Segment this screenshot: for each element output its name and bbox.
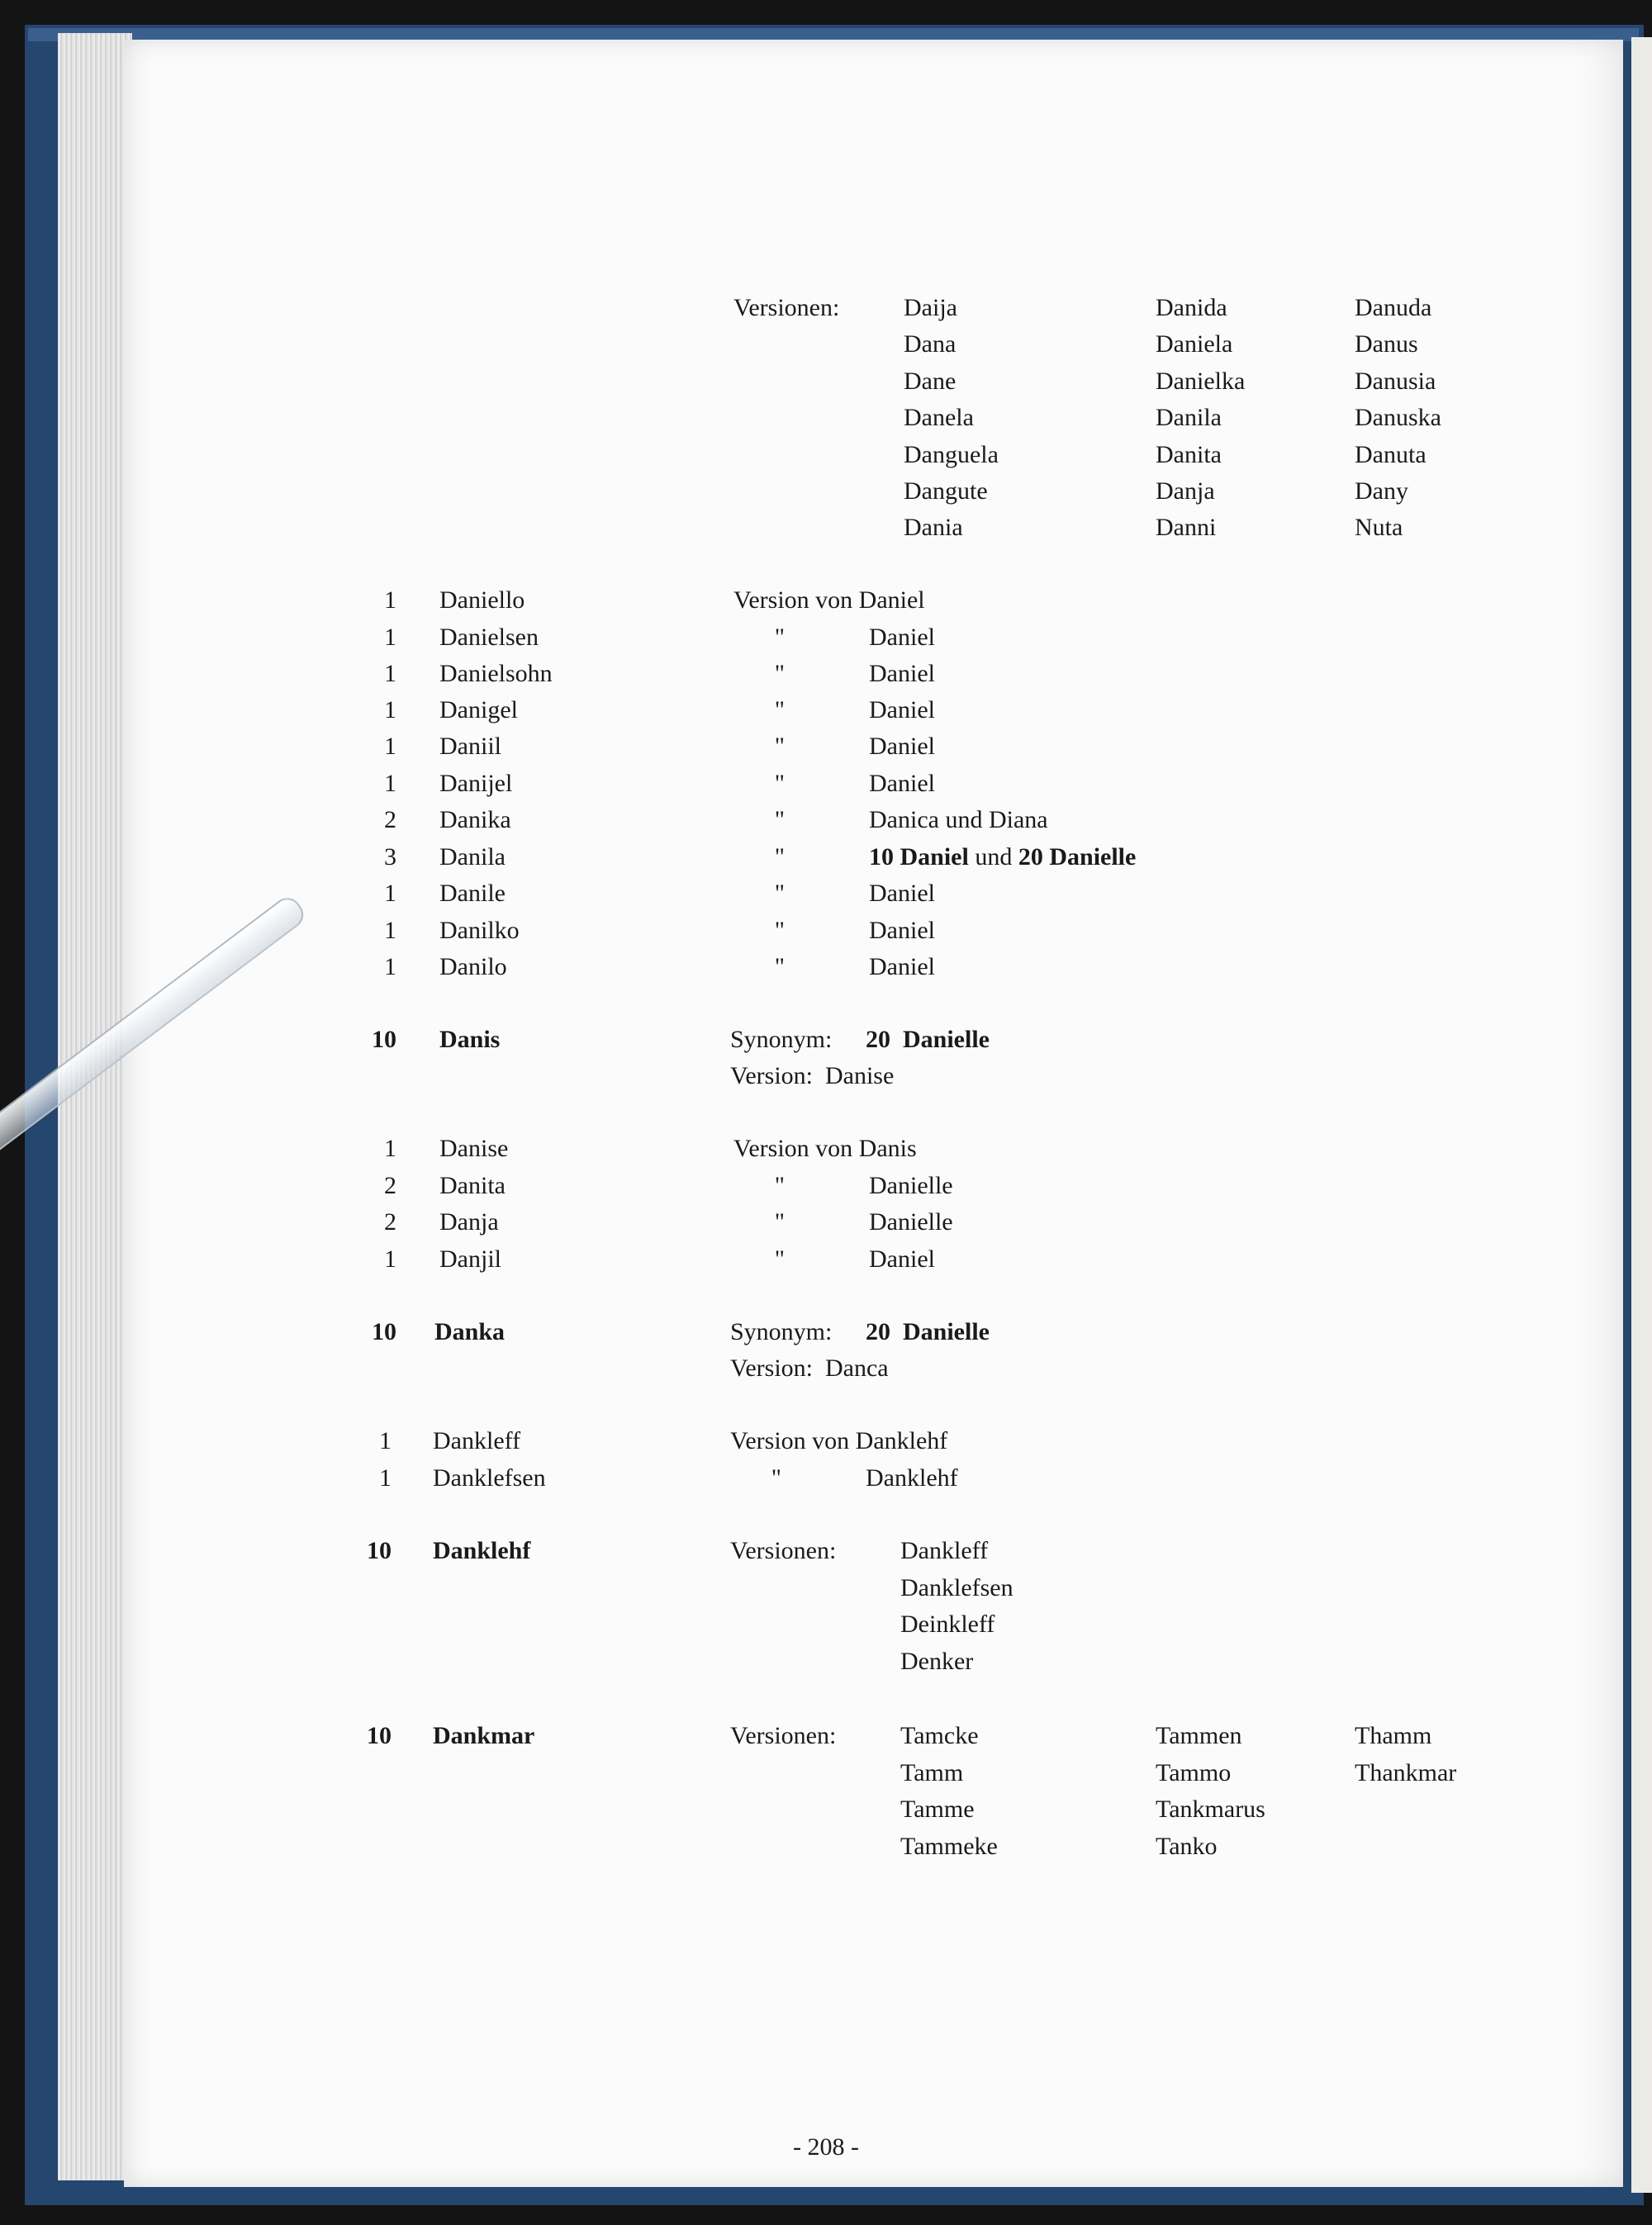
version-name: Danus xyxy=(1355,330,1418,358)
version-name: Dany xyxy=(1355,477,1408,505)
ditto-mark: " xyxy=(774,770,785,797)
entry-name: Dankleff xyxy=(433,1427,521,1454)
entry-number: 1 xyxy=(384,696,396,723)
entry-name: Danijel xyxy=(439,770,513,797)
entry-name: Danja xyxy=(439,1208,499,1236)
ditto-mark: " xyxy=(774,953,785,980)
entry-desc: Version von Danklehf xyxy=(730,1427,948,1454)
entry-name: Danilo xyxy=(439,953,507,980)
version-name: Tamme xyxy=(900,1796,975,1823)
version-name: Danida xyxy=(1156,294,1227,321)
entry-number: 1 xyxy=(379,1427,392,1454)
entry-number: 1 xyxy=(384,586,396,614)
entry-name: Danilko xyxy=(439,917,520,944)
entry-number: 10 xyxy=(372,1026,396,1053)
version-name: Danni xyxy=(1156,514,1217,541)
entry-number: 1 xyxy=(384,624,396,651)
entry-desc: Daniel xyxy=(869,733,935,760)
version-name: Dane xyxy=(904,368,957,395)
version-name: Tamcke xyxy=(900,1722,979,1749)
version-name: Thamm xyxy=(1355,1722,1432,1749)
entry-name: Danklefsen xyxy=(433,1464,546,1492)
entry-desc: Daniel xyxy=(869,1245,935,1273)
entry-desc: Version von Danis xyxy=(733,1135,917,1162)
ditto-mark: " xyxy=(774,624,785,651)
entry-number: 1 xyxy=(384,770,396,797)
ditto-mark: " xyxy=(774,733,785,760)
version-name: Danja xyxy=(1156,477,1215,505)
entry-number: 1 xyxy=(384,880,396,907)
entry-number: 1 xyxy=(384,660,396,687)
versionen-label: Versionen: xyxy=(733,294,840,321)
entry-number: 1 xyxy=(379,1464,392,1492)
entry-desc: Daniel xyxy=(869,624,935,651)
entry-number: 1 xyxy=(384,1135,396,1162)
synonym-value: 20 Danielle xyxy=(866,1026,990,1053)
ditto-mark: " xyxy=(771,1464,781,1492)
entry-name: Danila xyxy=(439,843,506,871)
version-name: Tanko xyxy=(1156,1833,1218,1860)
version-line: Version: Danca xyxy=(730,1354,889,1382)
entry-desc: Daniel xyxy=(869,696,935,723)
version-name: Danuta xyxy=(1355,441,1427,468)
ditto-mark: " xyxy=(774,880,785,907)
entry-number: 2 xyxy=(384,806,396,833)
ditto-mark: " xyxy=(774,806,785,833)
ditto-mark: " xyxy=(774,843,785,871)
entry-desc: Daniel xyxy=(869,770,935,797)
entry-number: 1 xyxy=(384,733,396,760)
entry-desc: Daniel xyxy=(869,660,935,687)
conjunction: und xyxy=(968,843,1018,871)
version-name: Nuta xyxy=(1355,514,1403,541)
ditto-mark: " xyxy=(774,1208,785,1236)
entry-number: 10 xyxy=(367,1537,392,1564)
entry-number: 10 xyxy=(367,1722,392,1749)
entry-name: Danis xyxy=(439,1026,501,1053)
version-name: Danuska xyxy=(1355,404,1441,431)
entry-number: 1 xyxy=(384,953,396,980)
page-edges xyxy=(58,33,132,2180)
entry-desc: Danklehf xyxy=(866,1464,958,1492)
entry-desc: Danielle xyxy=(869,1172,953,1199)
versionen-label: Versionen: xyxy=(730,1722,837,1749)
version-name: Tammen xyxy=(1156,1722,1242,1749)
version-name: Danklefsen xyxy=(900,1574,1014,1601)
page-number: - 208 - xyxy=(793,2133,859,2161)
entry-name: Danjil xyxy=(439,1245,501,1273)
version-name: Tammeke xyxy=(900,1833,998,1860)
version-name: Tamm xyxy=(900,1759,964,1786)
book-page xyxy=(124,40,1623,2187)
entry-name: Daniil xyxy=(439,733,501,760)
entry-name: Danklehf xyxy=(433,1537,531,1564)
ditto-mark: " xyxy=(774,917,785,944)
entry-number: 1 xyxy=(384,917,396,944)
entry-name: Daniello xyxy=(439,586,525,614)
version-name: Danela xyxy=(904,404,974,431)
entry-number: 1 xyxy=(384,1245,396,1273)
entry-name: Danita xyxy=(439,1172,506,1199)
entry-desc: Daniel xyxy=(869,953,935,980)
entry-name: Danile xyxy=(439,880,506,907)
version-name: Dania xyxy=(904,514,963,541)
synonym-value: 20 Danielle xyxy=(866,1318,990,1345)
version-name: Dangute xyxy=(904,477,988,505)
entry-desc: Danielle xyxy=(869,1208,953,1236)
versionen-label: Versionen: xyxy=(730,1537,837,1564)
bold-ref: 10 Daniel xyxy=(869,843,969,871)
version-name: Thankmar xyxy=(1355,1759,1457,1786)
version-name: Danielka xyxy=(1156,368,1246,395)
entry-number: 3 xyxy=(384,843,396,871)
entry-name: Danka xyxy=(434,1318,506,1345)
version-name: Daniela xyxy=(1156,330,1233,358)
version-name: Dana xyxy=(904,330,957,358)
facing-page-edge xyxy=(1631,37,1652,2193)
version-name: Daija xyxy=(904,294,957,321)
entry-desc: Daniel xyxy=(869,917,935,944)
entry-name: Danika xyxy=(439,806,511,833)
version-name: Danita xyxy=(1156,441,1222,468)
ditto-mark: " xyxy=(774,1245,785,1273)
version-name: Deinkleff xyxy=(900,1611,995,1638)
entry-number: 10 xyxy=(372,1318,396,1345)
synonym-label: Synonym: xyxy=(730,1026,833,1053)
synonym-label: Synonym: xyxy=(730,1318,833,1345)
entry-name: Danigel xyxy=(439,696,518,723)
version-name: Dankleff xyxy=(900,1537,989,1564)
version-name: Denker xyxy=(900,1648,974,1675)
bold-ref: 20 Danielle xyxy=(1018,843,1137,871)
version-name: Tammo xyxy=(1156,1759,1232,1786)
entry-desc: Daniel xyxy=(869,880,935,907)
entry-name: Danise xyxy=(439,1135,509,1162)
entry-desc: Version von Daniel xyxy=(733,586,925,614)
ditto-mark: " xyxy=(774,660,785,687)
version-name: Danguela xyxy=(904,441,999,468)
version-name: Danusia xyxy=(1355,368,1436,395)
version-name: Tankmarus xyxy=(1156,1796,1265,1823)
ditto-mark: " xyxy=(774,696,785,723)
version-line: Version: Danise xyxy=(730,1062,895,1089)
entry-number: 2 xyxy=(384,1172,396,1199)
entry-name: Danielsen xyxy=(439,624,539,651)
entry-name: Danielsohn xyxy=(439,660,553,687)
entry-name: Dankmar xyxy=(433,1722,535,1749)
entry-desc: Danica und Diana xyxy=(869,806,1048,833)
entry-number: 2 xyxy=(384,1208,396,1236)
version-name: Danuda xyxy=(1355,294,1432,321)
version-name: Danila xyxy=(1156,404,1222,431)
ditto-mark: " xyxy=(774,1172,785,1199)
entry-desc xyxy=(869,845,1136,870)
